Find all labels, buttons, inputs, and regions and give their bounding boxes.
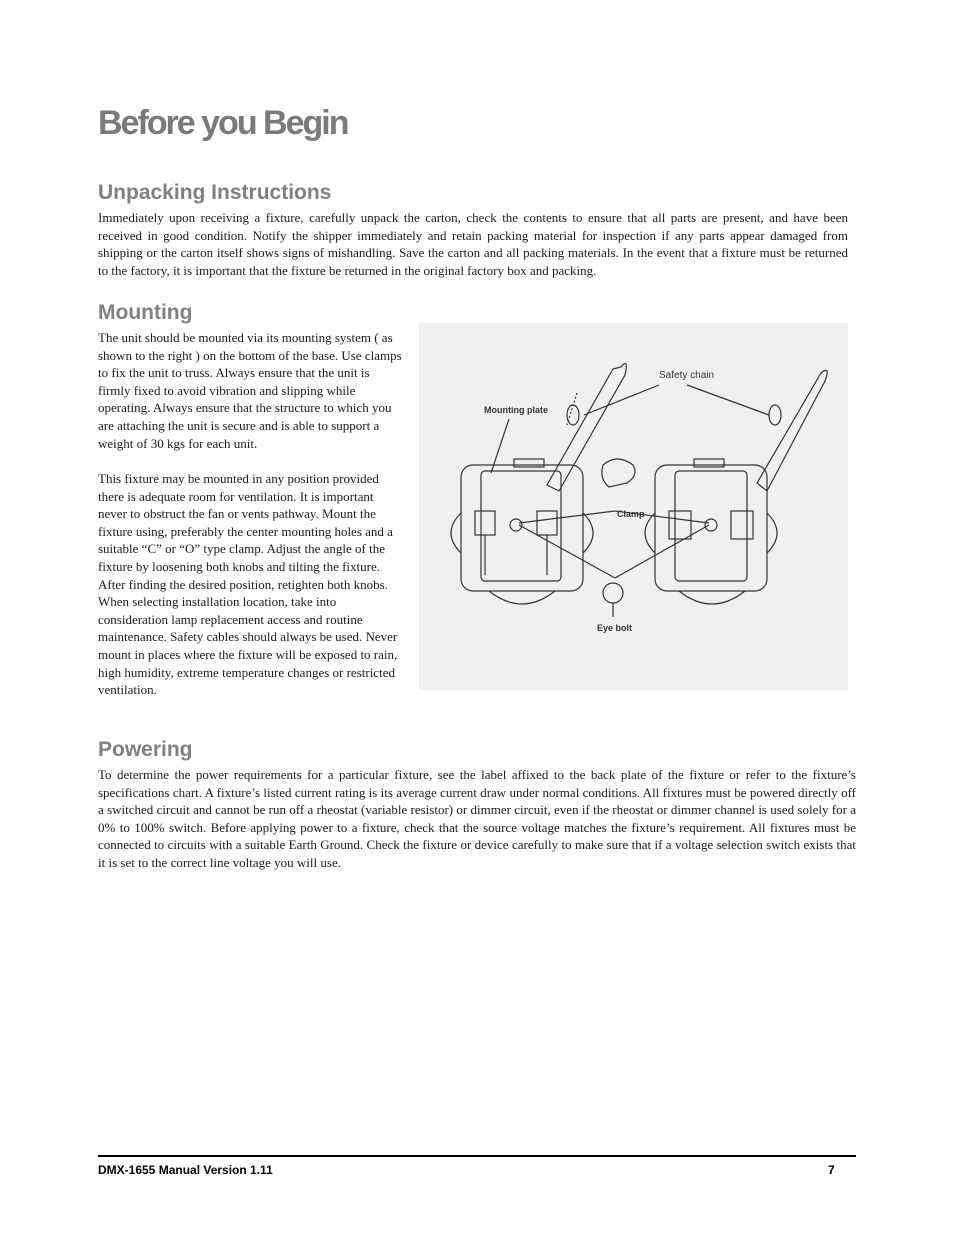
safety-chain-label: Safety chain <box>659 370 715 381</box>
mounting-paragraph-2: This fixture may be mounted in any position provided there is adequate room for ventilation. It is important never to obstruct the fan or vents pathway. Mount the fixture using, preferably the center mounting holes and a suitable “C” or “O” type clamp. Adjust the angle of the fixture by loosening both knobs and tilting the fixture. After finding the desired position, retighten both knobs. When selecting installation location, take into consideration lamp replacement access and routine maintenance. Safety cables should always be used. Never mount in places where the fixture will be exposed to rain, high humidity, extreme temperature changes or restricted ventilation. <box>98 471 398 698</box>
mounting-paragraph-1: The unit should be mounted via its mounting system ( as shown to the right ) on the bottom of the base. Use clamps to fix the unit to truss. Always ensure that the unit is firmly fixed to avoid vibration and slipping while operating. Always ensure that the structure to which you are attaching the unit is secure and is able to support a weight of 30 kgs for each unit. <box>98 330 402 451</box>
eye-bolt-drawing <box>603 583 623 603</box>
right-safety-strap <box>757 370 827 491</box>
right-fixture-body <box>655 465 767 591</box>
mounting-plate-label: Mounting plate <box>484 405 548 415</box>
clamp-label: Clamp <box>617 509 645 519</box>
mounting-diagram <box>419 323 848 690</box>
footer-rule <box>98 1155 856 1157</box>
clamp-drawing <box>602 459 635 487</box>
left-fixture-body <box>461 465 583 591</box>
unpacking-body: Immediately upon receiving a fixture, carefully unpack the carton, check the contents to ensure that all parts are present, and have been received in good condition. Notify the shipper immediately and retain packing material for inspection if any parts appear damaged from shipping or the carton itself shows signs of mishandling. Save the carton and all packing materials. In the event that a fixture must be returned to the factory, it is important that the fixture be returned in the original factory box and packing. <box>98 210 848 278</box>
footer-page-number: 7 <box>828 1163 835 1177</box>
footer-manual-version: DMX-1655 Manual Version 1.11 <box>98 1163 273 1177</box>
unpacking-heading: Unpacking Instructions <box>98 181 332 204</box>
powering-body: To determine the power requirements for a particular fixture, see the label affixed to the back plate of the fixture or refer to the fixture’s specifications chart. A fixture’s listed current rating is its average current draw under normal conditions. All fixtures must be powered directly off a switched circuit and cannot be run off a rheostat (variable resistor) or dimmer circuit, even if the rheostat or dimmer channel is used solely for a 0% to 100% switch. Before applying power to a fixture, check that the source voltage matches the fixture’s requirement. All fixtures must be connected to circuits with a suitable Earth Ground. Check the fixture or device carefully to make sure that if a voltage selection switch exists that it is set to the correct line voltage you will use. <box>98 767 856 870</box>
powering-heading: Powering <box>98 738 193 761</box>
eye-bolt-label: Eye bolt <box>597 623 633 633</box>
mounting-heading: Mounting <box>98 301 193 324</box>
page-title: Before you Begin <box>98 104 348 142</box>
